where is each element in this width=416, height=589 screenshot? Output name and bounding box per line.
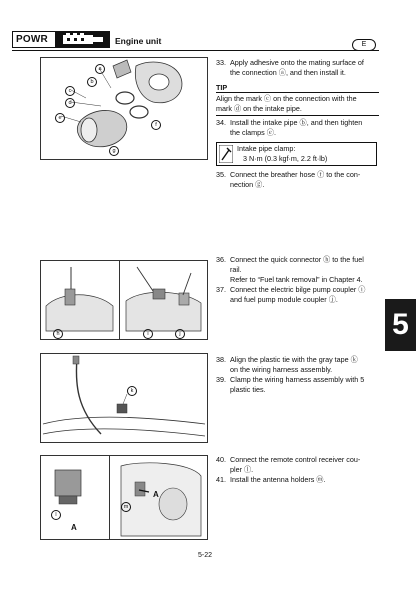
fig4-callout-a-detail: A (71, 523, 77, 532)
tip-heading: TIP (216, 83, 228, 92)
step-33: 33. Apply adhesive onto the mating surface of the connection ⓐ, and then install it. (216, 58, 364, 77)
step-34: 34. Install the intake pipe ⓑ, and then tighten the clamps ⓔ. (216, 118, 363, 137)
tip-rule-top (216, 92, 379, 93)
tip-body: Align the mark ⓒ on the connection with the mark ⓓ on the intake pipe. (216, 94, 357, 113)
wiring-harness-illustration (41, 354, 207, 442)
chapter-tab: 5 (385, 299, 416, 351)
fig1-label-f: f (151, 120, 161, 130)
steps-36-37: 36. Connect the quick connector ⓗ to the fuel rail. Refer to “Fuel tank removal” in Chapter 4. 37. Connect the electric bilge pump coupler ⓘ and fuel pump module coupler ⓙ. (216, 255, 366, 304)
figure-wiring-harness (40, 353, 208, 443)
steps-38-39: 38. Align the plastic tie with the gray tape ⓚ on the wiring harness assembly. 39. Clamp the wiring harness assembly with 5 plastic ties. (216, 355, 365, 394)
fig1-label-a: a (95, 64, 105, 74)
fig1-label-c: c (65, 86, 75, 96)
torque-spec-box (216, 142, 377, 166)
fig4-callout-a: A (153, 490, 159, 499)
figure-fuel-connector (40, 260, 208, 340)
steps-40-41: 40. Connect the remote control receiver cou- pler ⓛ. 41. Install the antenna holders ⓜ. (216, 455, 361, 484)
fig1-label-b: b (87, 77, 97, 87)
fig1-label-d: d (65, 98, 75, 108)
engine-unit-icon (56, 31, 110, 48)
spec-line1: Intake pipe clamp: (237, 144, 296, 153)
step-35: 35. Connect the breather hose ⓕ to the con- nection ⓖ. (216, 170, 361, 189)
fig2-label-i: i (143, 329, 153, 339)
fig4-divider (109, 456, 110, 539)
page-number: 5-22 (198, 552, 213, 559)
figure-remote-receiver (40, 455, 208, 540)
intake-pipe-illustration (41, 58, 207, 159)
section-code: POWR (16, 34, 48, 45)
section-code-box (12, 31, 56, 48)
fig2-label-h: h (53, 329, 63, 339)
fig3-label-k: k (127, 386, 137, 396)
section-title: Engine unit (115, 36, 162, 46)
spec-line2: 3 N·m (0.3 kgf·m, 2.2 ft·lb) (243, 154, 328, 163)
fig1-label-e: e (55, 113, 65, 123)
fuel-connector-illustration (41, 261, 207, 339)
tip-rule-bottom (216, 115, 379, 116)
wrench-icon (219, 145, 233, 166)
header-rule (12, 50, 379, 51)
language-mark: E (352, 39, 376, 51)
fig2-label-j: j (175, 329, 185, 339)
fig4-label-l: l (51, 510, 61, 520)
fig2-divider (119, 261, 120, 339)
fig4-label-m: m (121, 502, 131, 512)
figure-intake-pipe (40, 57, 208, 160)
fig1-label-g: g (109, 146, 119, 156)
remote-receiver-illustration (41, 456, 207, 539)
